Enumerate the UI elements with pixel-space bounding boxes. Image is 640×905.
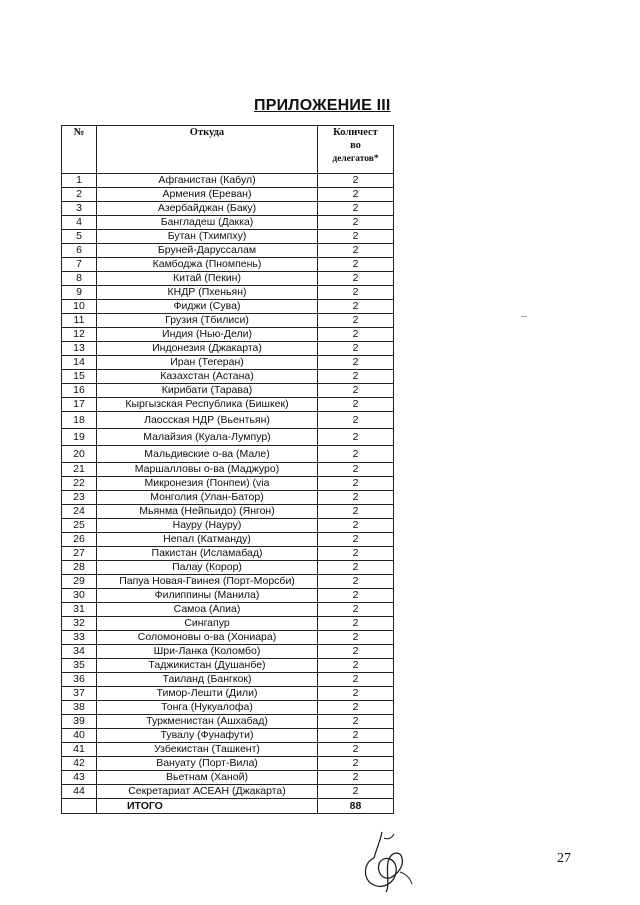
header-count-line3: делегатов* <box>332 154 379 164</box>
row-origin: Тонга (Нукуалофа) <box>97 701 318 715</box>
row-number: 3 <box>62 202 97 216</box>
row-delegate-count: 2 <box>318 384 394 398</box>
row-delegate-count: 2 <box>318 547 394 561</box>
table-row <box>62 398 394 412</box>
row-number: 22 <box>62 477 97 491</box>
table-row <box>62 743 394 757</box>
table-row <box>62 547 394 561</box>
row-number: 24 <box>62 505 97 519</box>
row-delegate-count: 2 <box>318 743 394 757</box>
row-origin: Таиланд (Бангкок) <box>97 673 318 687</box>
row-origin: Микронезия (Понпеи) (via <box>97 477 318 491</box>
row-origin: Пакистан (Исламабад) <box>97 547 318 561</box>
row-origin: Непал (Катманду) <box>97 533 318 547</box>
row-number: 42 <box>62 757 97 771</box>
total-row <box>62 799 394 814</box>
row-number: 32 <box>62 617 97 631</box>
row-origin: Тимор-Лешти (Дили) <box>97 687 318 701</box>
row-origin: КНДР (Пхеньян) <box>97 286 318 300</box>
row-number: 16 <box>62 384 97 398</box>
total-empty-cell <box>62 799 97 814</box>
table-row <box>62 230 394 244</box>
row-number: 14 <box>62 356 97 370</box>
table-row <box>62 477 394 491</box>
row-origin: Фиджи (Сува) <box>97 300 318 314</box>
table-row <box>62 673 394 687</box>
row-origin: Индия (Нью-Дели) <box>97 328 318 342</box>
row-number: 2 <box>62 188 97 202</box>
row-origin: Секретариат АСЕАН (Джакарта) <box>97 785 318 799</box>
row-number: 43 <box>62 771 97 785</box>
header-count-line2: во <box>350 140 361 151</box>
row-delegate-count: 2 <box>318 398 394 412</box>
row-origin: Науру (Науру) <box>97 519 318 533</box>
row-delegate-count: 2 <box>318 202 394 216</box>
header-count-line1: Количест <box>333 127 378 138</box>
table-row <box>62 356 394 370</box>
row-delegate-count: 2 <box>318 687 394 701</box>
row-origin: Китай (Пекин) <box>97 272 318 286</box>
row-delegate-count: 2 <box>318 174 394 188</box>
table-row <box>62 446 394 463</box>
row-origin: Бруней-Даруссалам <box>97 244 318 258</box>
row-delegate-count: 2 <box>318 519 394 533</box>
row-number: 27 <box>62 547 97 561</box>
row-origin: Шри-Ланка (Коломбо) <box>97 645 318 659</box>
table-row <box>62 505 394 519</box>
row-delegate-count: 2 <box>318 370 394 384</box>
row-delegate-count: 2 <box>318 771 394 785</box>
row-number: 15 <box>62 370 97 384</box>
row-delegate-count: 2 <box>318 463 394 477</box>
table-header-row <box>62 126 394 174</box>
row-delegate-count: 2 <box>318 603 394 617</box>
row-number: 21 <box>62 463 97 477</box>
row-origin: Палау (Корор) <box>97 561 318 575</box>
row-delegate-count: 2 <box>318 258 394 272</box>
row-delegate-count: 2 <box>318 244 394 258</box>
row-number: 20 <box>62 446 97 463</box>
row-origin: Бутан (Тхимпху) <box>97 230 318 244</box>
row-origin: Малайзия (Куала-Лумпур) <box>97 429 318 446</box>
row-delegate-count: 2 <box>318 342 394 356</box>
row-origin: Иран (Тегеран) <box>97 356 318 370</box>
row-number: 33 <box>62 631 97 645</box>
table-row <box>62 519 394 533</box>
table-row <box>62 429 394 446</box>
row-number: 4 <box>62 216 97 230</box>
row-origin: Камбоджа (Пномпень) <box>97 258 318 272</box>
row-delegate-count: 2 <box>318 314 394 328</box>
row-origin: Монголия (Улан-Батор) <box>97 491 318 505</box>
row-origin: Вануату (Порт-Вила) <box>97 757 318 771</box>
row-number: 8 <box>62 272 97 286</box>
row-number: 19 <box>62 429 97 446</box>
row-origin: Мьянма (Нейпьидо) (Янгон) <box>97 505 318 519</box>
row-origin: Индонезия (Джакарта) <box>97 342 318 356</box>
table-row <box>62 463 394 477</box>
row-number: 18 <box>62 412 97 429</box>
signature-icon <box>360 828 416 894</box>
row-delegate-count: 2 <box>318 491 394 505</box>
row-origin: Папуа Новая-Гвинея (Порт-Морсби) <box>97 575 318 589</box>
table-row <box>62 174 394 188</box>
table-row <box>62 300 394 314</box>
row-number: 13 <box>62 342 97 356</box>
row-delegate-count: 2 <box>318 230 394 244</box>
row-delegate-count: 2 <box>318 701 394 715</box>
table-body <box>62 174 394 799</box>
table-row <box>62 384 394 398</box>
row-number: 23 <box>62 491 97 505</box>
row-number: 1 <box>62 174 97 188</box>
table-row <box>62 342 394 356</box>
row-origin: Сингапур <box>97 617 318 631</box>
row-delegate-count: 2 <box>318 715 394 729</box>
row-number: 41 <box>62 743 97 757</box>
table-row <box>62 328 394 342</box>
table-row <box>62 617 394 631</box>
row-origin: Кирибати (Тарава) <box>97 384 318 398</box>
row-origin: Афганистан (Кабул) <box>97 174 318 188</box>
table-row <box>62 188 394 202</box>
row-origin: Грузия (Тбилиси) <box>97 314 318 328</box>
row-origin: Маршалловы о-ва (Маджуро) <box>97 463 318 477</box>
page-number: 27 <box>557 851 571 866</box>
row-number: 44 <box>62 785 97 799</box>
row-delegate-count: 2 <box>318 575 394 589</box>
row-delegate-count: 2 <box>318 561 394 575</box>
row-delegate-count: 2 <box>318 328 394 342</box>
row-origin: Соломоновы о-ва (Хониара) <box>97 631 318 645</box>
table-row <box>62 244 394 258</box>
row-number: 9 <box>62 286 97 300</box>
table-row <box>62 631 394 645</box>
row-number: 7 <box>62 258 97 272</box>
row-delegate-count: 2 <box>318 477 394 491</box>
row-delegate-count: 2 <box>318 216 394 230</box>
table-row <box>62 575 394 589</box>
row-origin: Армения (Ереван) <box>97 188 318 202</box>
row-origin: Тувалу (Фунафути) <box>97 729 318 743</box>
table-row <box>62 603 394 617</box>
header-from: Откуда <box>97 126 318 174</box>
table-row <box>62 202 394 216</box>
row-delegate-count: 2 <box>318 645 394 659</box>
row-origin: Вьетнам (Ханой) <box>97 771 318 785</box>
row-origin: Филиппины (Манила) <box>97 589 318 603</box>
table-row <box>62 757 394 771</box>
row-delegate-count: 2 <box>318 757 394 771</box>
table-row <box>62 272 394 286</box>
table-row <box>62 561 394 575</box>
row-delegate-count: 2 <box>318 356 394 370</box>
row-origin: Таджикистан (Душанбе) <box>97 659 318 673</box>
row-number: 38 <box>62 701 97 715</box>
row-delegate-count: 2 <box>318 505 394 519</box>
row-number: 29 <box>62 575 97 589</box>
table-row <box>62 491 394 505</box>
row-number: 17 <box>62 398 97 412</box>
row-delegate-count: 2 <box>318 673 394 687</box>
row-number: 39 <box>62 715 97 729</box>
table-row <box>62 589 394 603</box>
row-number: 30 <box>62 589 97 603</box>
row-origin: Мальдивские о-ва (Мале) <box>97 446 318 463</box>
table-row <box>62 314 394 328</box>
row-origin: Туркменистан (Ашхабад) <box>97 715 318 729</box>
row-number: 35 <box>62 659 97 673</box>
table-row <box>62 701 394 715</box>
row-number: 28 <box>62 561 97 575</box>
row-number: 10 <box>62 300 97 314</box>
total-count: 88 <box>318 799 394 814</box>
row-number: 31 <box>62 603 97 617</box>
row-number: 5 <box>62 230 97 244</box>
row-origin: Лаосская НДР (Вьентьян) <box>97 412 318 429</box>
row-delegate-count: 2 <box>318 589 394 603</box>
margin-mark <box>521 316 527 317</box>
table-row <box>62 286 394 300</box>
table-row <box>62 258 394 272</box>
row-delegate-count: 2 <box>318 429 394 446</box>
row-number: 11 <box>62 314 97 328</box>
row-number: 25 <box>62 519 97 533</box>
row-delegate-count: 2 <box>318 631 394 645</box>
row-delegate-count: 2 <box>318 785 394 799</box>
row-origin: Казахстан (Астана) <box>97 370 318 384</box>
row-origin: Азербайджан (Баку) <box>97 202 318 216</box>
row-delegate-count: 2 <box>318 533 394 547</box>
table-row <box>62 645 394 659</box>
row-number: 36 <box>62 673 97 687</box>
row-number: 40 <box>62 729 97 743</box>
row-delegate-count: 2 <box>318 272 394 286</box>
row-origin: Бангладеш (Дакка) <box>97 216 318 230</box>
row-delegate-count: 2 <box>318 412 394 429</box>
table-row <box>62 533 394 547</box>
row-origin: Кыргызская Республика (Бишкек) <box>97 398 318 412</box>
row-origin: Узбекистан (Ташкент) <box>97 743 318 757</box>
table-row <box>62 412 394 429</box>
table-row <box>62 370 394 384</box>
header-delegate-count <box>318 126 394 174</box>
row-number: 34 <box>62 645 97 659</box>
table-row <box>62 659 394 673</box>
row-delegate-count: 2 <box>318 188 394 202</box>
table-row <box>62 771 394 785</box>
table-row <box>62 687 394 701</box>
row-number: 12 <box>62 328 97 342</box>
row-delegate-count: 2 <box>318 729 394 743</box>
table-row <box>62 785 394 799</box>
row-delegate-count: 2 <box>318 659 394 673</box>
page-title: ПРИЛОЖЕНИЕ III <box>254 97 391 114</box>
row-delegate-count: 2 <box>318 446 394 463</box>
total-label: ИТОГО <box>97 799 318 814</box>
row-delegate-count: 2 <box>318 617 394 631</box>
row-number: 6 <box>62 244 97 258</box>
table-row <box>62 216 394 230</box>
delegates-table <box>61 125 394 814</box>
row-number: 37 <box>62 687 97 701</box>
row-origin: Самоа (Апиа) <box>97 603 318 617</box>
table-row <box>62 729 394 743</box>
row-delegate-count: 2 <box>318 286 394 300</box>
row-delegate-count: 2 <box>318 300 394 314</box>
table-row <box>62 715 394 729</box>
header-number: № <box>62 126 97 174</box>
row-number: 26 <box>62 533 97 547</box>
